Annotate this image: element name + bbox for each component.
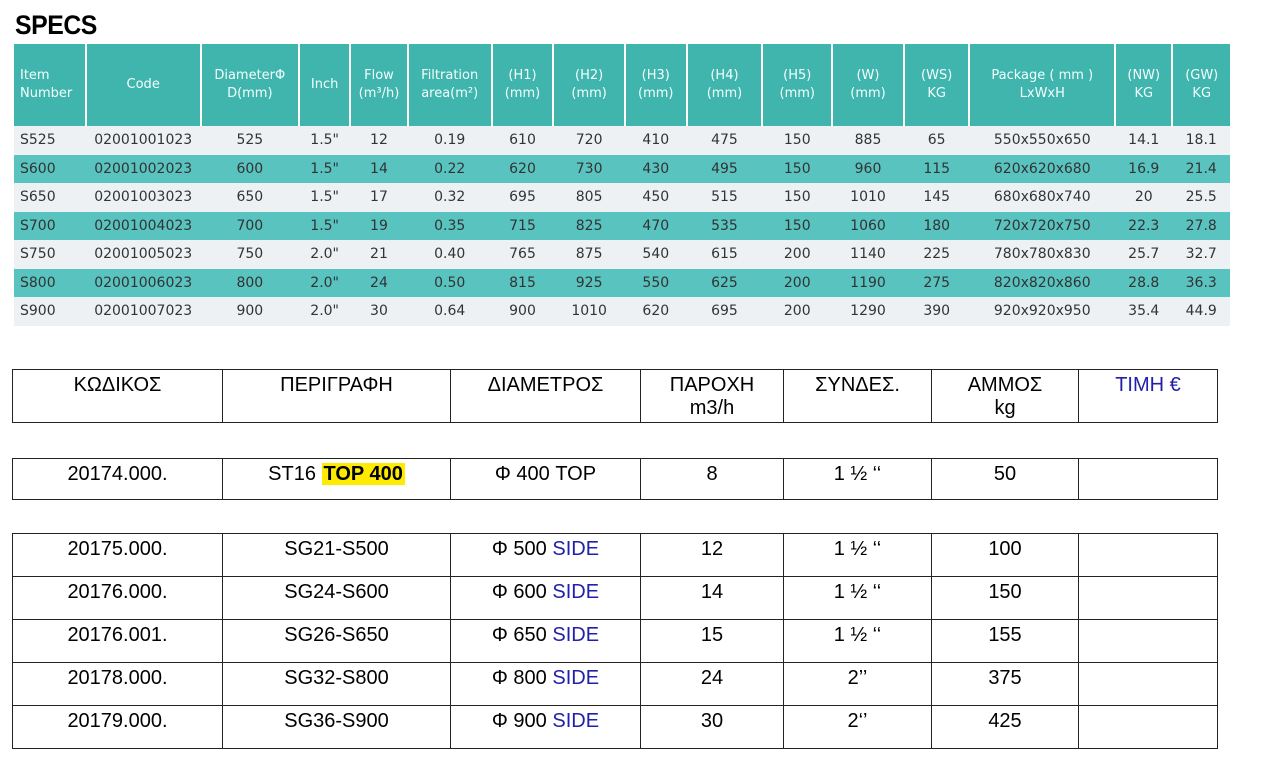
specs-cell: 1060: [832, 212, 904, 241]
specs-header-text: Flow: [364, 68, 394, 83]
specs-cell: 0.50: [408, 269, 492, 298]
top-filter-table: [12, 458, 1218, 500]
specs-header-text: Inch: [310, 77, 339, 92]
row-code: 20176.001.: [13, 620, 223, 663]
specs-header-cell: [350, 44, 407, 126]
specs-cell: 02001006023: [86, 269, 201, 298]
row-code: 20178.000.: [13, 663, 223, 706]
specs-header-text: KG: [927, 86, 946, 101]
row-code: 20179.000.: [13, 706, 223, 749]
specs-header-text: (NW): [1127, 68, 1161, 83]
row-diameter-value: Φ 800: [491, 667, 547, 689]
specs-header-text: (mm): [571, 86, 607, 101]
specs-cell: 35.4: [1115, 297, 1172, 326]
specs-header-text: DiameterΦ: [214, 68, 286, 83]
specs-header-cell: [492, 44, 554, 126]
specs-header-cell: [762, 44, 832, 126]
specs-cell: 200: [762, 297, 832, 326]
specs-cell: 540: [625, 240, 687, 269]
specs-header-text: Package ( mm ): [991, 68, 1094, 83]
specs-cell: 620: [625, 297, 687, 326]
header-diameter: ΔΙΑΜΕΤΡΟΣ: [451, 370, 641, 423]
header-flow-line1: ΠΑΡΟΧΗ: [669, 374, 755, 396]
specs-header-row: [14, 44, 1230, 126]
specs-cell: 150: [762, 155, 832, 184]
row-connection: 2‘’: [784, 706, 932, 749]
specs-cell: 615: [687, 240, 763, 269]
row-description: [223, 459, 451, 500]
specs-cell: 885: [832, 126, 904, 155]
header-connection: ΣΥΝΔΕΣ.: [784, 370, 932, 423]
specs-header-cell: [14, 44, 86, 126]
row-price: [1079, 663, 1218, 706]
specs-cell: 925: [553, 269, 625, 298]
specs-cell: 0.64: [408, 297, 492, 326]
specs-cell: S650: [14, 183, 86, 212]
specs-header-text: (mm): [504, 86, 541, 101]
row-diameter-value: Φ 900: [491, 710, 547, 732]
table-row: [13, 459, 1218, 500]
table-row: [14, 297, 1230, 326]
row-flow: 12: [641, 534, 784, 577]
table-row: [13, 534, 1218, 577]
specs-cell: 620: [492, 155, 554, 184]
specs-cell: 27.8: [1172, 212, 1230, 241]
specs-cell: 0.19: [408, 126, 492, 155]
specs-cell: 14.1: [1115, 126, 1172, 155]
specs-header-text: D(mm): [227, 86, 273, 101]
specs-cell: 21: [350, 240, 407, 269]
specs-header-text: (GW): [1185, 68, 1219, 83]
specs-header-cell: [1115, 44, 1172, 126]
specs-cell: 900: [492, 297, 554, 326]
specs-header-text: area(m²): [421, 86, 479, 101]
specs-cell: 14: [350, 155, 407, 184]
row-code: 20176.000.: [13, 577, 223, 620]
row-desc-highlight: TOP 400: [323, 463, 403, 485]
specs-header-text: (H2): [575, 68, 604, 83]
specs-cell: 1010: [832, 183, 904, 212]
row-diameter-value: Φ 650: [491, 624, 547, 646]
specs-cell: 02001004023: [86, 212, 201, 241]
specs-cell: 44.9: [1172, 297, 1230, 326]
header-description: ΠΕΡΙΓΡΑΦΗ: [223, 370, 451, 423]
table-row: [14, 212, 1230, 241]
specs-cell: 720x720x750: [969, 212, 1115, 241]
specs-cell: 32.7: [1172, 240, 1230, 269]
table-row: [14, 155, 1230, 184]
row-diameter-type: SIDE: [552, 581, 600, 603]
specs-cell: 765: [492, 240, 554, 269]
specs-cell: 695: [492, 183, 554, 212]
specs-cell: 680x680x740: [969, 183, 1115, 212]
row-flow: 15: [641, 620, 784, 663]
specs-cell: 02001003023: [86, 183, 201, 212]
specs-cell: S700: [14, 212, 86, 241]
specs-cell: 22.3: [1115, 212, 1172, 241]
specs-cell: 1140: [832, 240, 904, 269]
specs-cell: 65: [904, 126, 970, 155]
specs-cell: 1190: [832, 269, 904, 298]
specs-header-cell: [904, 44, 970, 126]
specs-cell: 600: [201, 155, 299, 184]
specs-cell: 2.0": [299, 297, 350, 326]
row-price: [1079, 706, 1218, 749]
specs-cell: 21.4: [1172, 155, 1230, 184]
specs-cell: 24: [350, 269, 407, 298]
row-flow: 24: [641, 663, 784, 706]
row-diameter: [451, 534, 641, 577]
specs-header-text: Filtration: [421, 68, 479, 83]
specs-cell: 535: [687, 212, 763, 241]
row-diameter: [451, 620, 641, 663]
specs-cell: 620x620x680: [969, 155, 1115, 184]
specs-cell: 1.5": [299, 183, 350, 212]
specs-cell: 410: [625, 126, 687, 155]
specs-cell: 960: [832, 155, 904, 184]
specs-header-cell: [1172, 44, 1230, 126]
specs-header-text: (mm): [638, 86, 674, 101]
specs-header-text: (WS): [921, 68, 953, 83]
row-sand: 425: [932, 706, 1079, 749]
specs-cell: 02001001023: [86, 126, 201, 155]
header-sand-line1: ΑΜΜΟΣ: [967, 374, 1043, 396]
specs-header-text: KG: [1192, 86, 1212, 101]
specs-cell: 550: [625, 269, 687, 298]
specs-header-text: (mm): [779, 86, 815, 101]
table-row: [13, 663, 1218, 706]
specs-cell: 750: [201, 240, 299, 269]
specs-cell: 815: [492, 269, 554, 298]
specs-cell: 1.5": [299, 126, 350, 155]
specs-cell: 20: [1115, 183, 1172, 212]
specs-header-text: (m³/h): [358, 86, 400, 101]
specs-cell: 800: [201, 269, 299, 298]
specs-cell: 25.5: [1172, 183, 1230, 212]
specs-cell: 700: [201, 212, 299, 241]
specs-header-text: (mm): [706, 86, 743, 101]
row-diameter-value: Φ 500: [491, 538, 547, 560]
header-flow-line2: m3/h: [689, 397, 735, 419]
row-price: [1079, 459, 1218, 500]
row-description: SG32-S800: [223, 663, 451, 706]
row-diameter-type: SIDE: [552, 710, 600, 732]
row-sand: 155: [932, 620, 1079, 663]
specs-cell: 150: [762, 126, 832, 155]
row-diameter-type: SIDE: [552, 624, 600, 646]
row-price: [1079, 577, 1218, 620]
row-diameter: [451, 663, 641, 706]
specs-cell: 16.9: [1115, 155, 1172, 184]
specs-cell: 430: [625, 155, 687, 184]
specs-header-cell: [408, 44, 492, 126]
specs-cell: 150: [762, 183, 832, 212]
specs-cell: S525: [14, 126, 86, 155]
specs-header-text: Code: [126, 77, 160, 92]
specs-header-cell: [299, 44, 350, 126]
row-connection: 2’’: [784, 663, 932, 706]
specs-cell: 0.22: [408, 155, 492, 184]
specs-header-cell: [86, 44, 201, 126]
row-diameter: [451, 577, 641, 620]
specs-cell: 825: [553, 212, 625, 241]
specs-cell: 515: [687, 183, 763, 212]
table-row: [14, 269, 1230, 298]
row-code: 20174.000.: [13, 459, 223, 500]
specs-cell: 650: [201, 183, 299, 212]
specs-cell: 2.0": [299, 269, 350, 298]
row-code: 20175.000.: [13, 534, 223, 577]
specs-header-cell: [625, 44, 687, 126]
specs-header-cell: [969, 44, 1115, 126]
row-diameter-type: SIDE: [552, 667, 600, 689]
specs-cell: 610: [492, 126, 554, 155]
row-description: SG21-S500: [223, 534, 451, 577]
header-sand-line2: kg: [994, 397, 1016, 419]
header-sand: [932, 370, 1079, 423]
specs-header-text: Number: [20, 86, 73, 101]
specs-cell: 900: [201, 297, 299, 326]
specs-cell: 805: [553, 183, 625, 212]
specs-cell: 625: [687, 269, 763, 298]
row-connection: 1 ½ ‘‘: [784, 534, 932, 577]
specs-cell: 200: [762, 240, 832, 269]
specs-cell: S900: [14, 297, 86, 326]
specs-cell: 875: [553, 240, 625, 269]
specs-header-cell: [687, 44, 763, 126]
row-diameter: Φ 400 TOP: [451, 459, 641, 500]
specs-cell: 820x820x860: [969, 269, 1115, 298]
specs-table: [14, 44, 1230, 326]
specs-cell: 200: [762, 269, 832, 298]
specs-header-text: (H3): [641, 68, 670, 83]
row-flow: 8: [641, 459, 784, 500]
specs-cell: S600: [14, 155, 86, 184]
row-connection: 1 ½ ‘‘: [784, 459, 932, 500]
specs-cell: 28.8: [1115, 269, 1172, 298]
specs-cell: 715: [492, 212, 554, 241]
specs-cell: 1290: [832, 297, 904, 326]
table-row: [13, 577, 1218, 620]
header-code: ΚΩΔΙΚΟΣ: [13, 370, 223, 423]
specs-cell: 19: [350, 212, 407, 241]
row-connection: 1 ½ ‘‘: [784, 577, 932, 620]
specs-cell: 1.5": [299, 212, 350, 241]
header-flow: [641, 370, 784, 423]
specs-cell: 225: [904, 240, 970, 269]
row-diameter-type: SIDE: [552, 538, 600, 560]
row-flow: 14: [641, 577, 784, 620]
specs-cell: 115: [904, 155, 970, 184]
specs-cell: 30: [350, 297, 407, 326]
row-sand: 150: [932, 577, 1079, 620]
table-row: [14, 240, 1230, 269]
specs-cell: 920x920x950: [969, 297, 1115, 326]
table-row: [13, 706, 1218, 749]
row-price: [1079, 534, 1218, 577]
specs-cell: 695: [687, 297, 763, 326]
specs-cell: 1.5": [299, 155, 350, 184]
side-filter-table: [12, 533, 1218, 749]
specs-cell: 25.7: [1115, 240, 1172, 269]
specs-cell: 275: [904, 269, 970, 298]
specs-cell: S800: [14, 269, 86, 298]
specs-header-cell: [832, 44, 904, 126]
row-sand: 50: [932, 459, 1079, 500]
specs-cell: 150: [762, 212, 832, 241]
specs-cell: 525: [201, 126, 299, 155]
row-description: SG24-S600: [223, 577, 451, 620]
specs-header-text: (H4): [710, 68, 739, 83]
row-description: SG26-S650: [223, 620, 451, 663]
row-price: [1079, 620, 1218, 663]
row-sand: 100: [932, 534, 1079, 577]
row-diameter-value: Φ 600: [491, 581, 547, 603]
specs-header-cell: [201, 44, 299, 126]
row-diameter: [451, 706, 641, 749]
specs-cell: 02001007023: [86, 297, 201, 326]
row-description: SG36-S900: [223, 706, 451, 749]
specs-cell: 470: [625, 212, 687, 241]
specs-header-text: LxWxH: [1019, 86, 1065, 101]
specs-cell: 02001005023: [86, 240, 201, 269]
specs-header-cell: [553, 44, 625, 126]
specs-cell: 145: [904, 183, 970, 212]
specs-cell: 180: [904, 212, 970, 241]
specs-header-text: (H1): [508, 68, 537, 83]
specs-cell: 0.35: [408, 212, 492, 241]
specs-cell: 1010: [553, 297, 625, 326]
specs-cell: 475: [687, 126, 763, 155]
specs-cell: 780x780x830: [969, 240, 1115, 269]
specs-header-text: (W): [856, 68, 880, 83]
specs-header-text: KG: [1134, 86, 1154, 101]
specs-cell: 17: [350, 183, 407, 212]
row-connection: 1 ½ ‘‘: [784, 620, 932, 663]
row-desc-prefix: ST16: [268, 463, 316, 485]
specs-header-text: (mm): [850, 86, 886, 101]
page-title: SPECS: [15, 10, 97, 40]
specs-cell: 390: [904, 297, 970, 326]
table-row: [14, 126, 1230, 155]
specs-cell: 720: [553, 126, 625, 155]
specs-header-text: Item: [20, 68, 50, 83]
price-header-row: [13, 370, 1218, 423]
price-table-header: [12, 369, 1218, 423]
specs-cell: 0.32: [408, 183, 492, 212]
row-sand: 375: [932, 663, 1079, 706]
table-row: [13, 620, 1218, 663]
row-flow: 30: [641, 706, 784, 749]
specs-cell: 18.1: [1172, 126, 1230, 155]
specs-cell: 730: [553, 155, 625, 184]
specs-cell: 2.0": [299, 240, 350, 269]
specs-cell: 550x550x650: [969, 126, 1115, 155]
specs-cell: 02001002023: [86, 155, 201, 184]
specs-cell: 36.3: [1172, 269, 1230, 298]
header-price: ΤΙΜΗ €: [1079, 370, 1218, 423]
specs-cell: 495: [687, 155, 763, 184]
specs-cell: 0.40: [408, 240, 492, 269]
table-row: [14, 183, 1230, 212]
specs-header-text: (H5): [783, 68, 812, 83]
specs-cell: S750: [14, 240, 86, 269]
specs-cell: 450: [625, 183, 687, 212]
specs-cell: 12: [350, 126, 407, 155]
